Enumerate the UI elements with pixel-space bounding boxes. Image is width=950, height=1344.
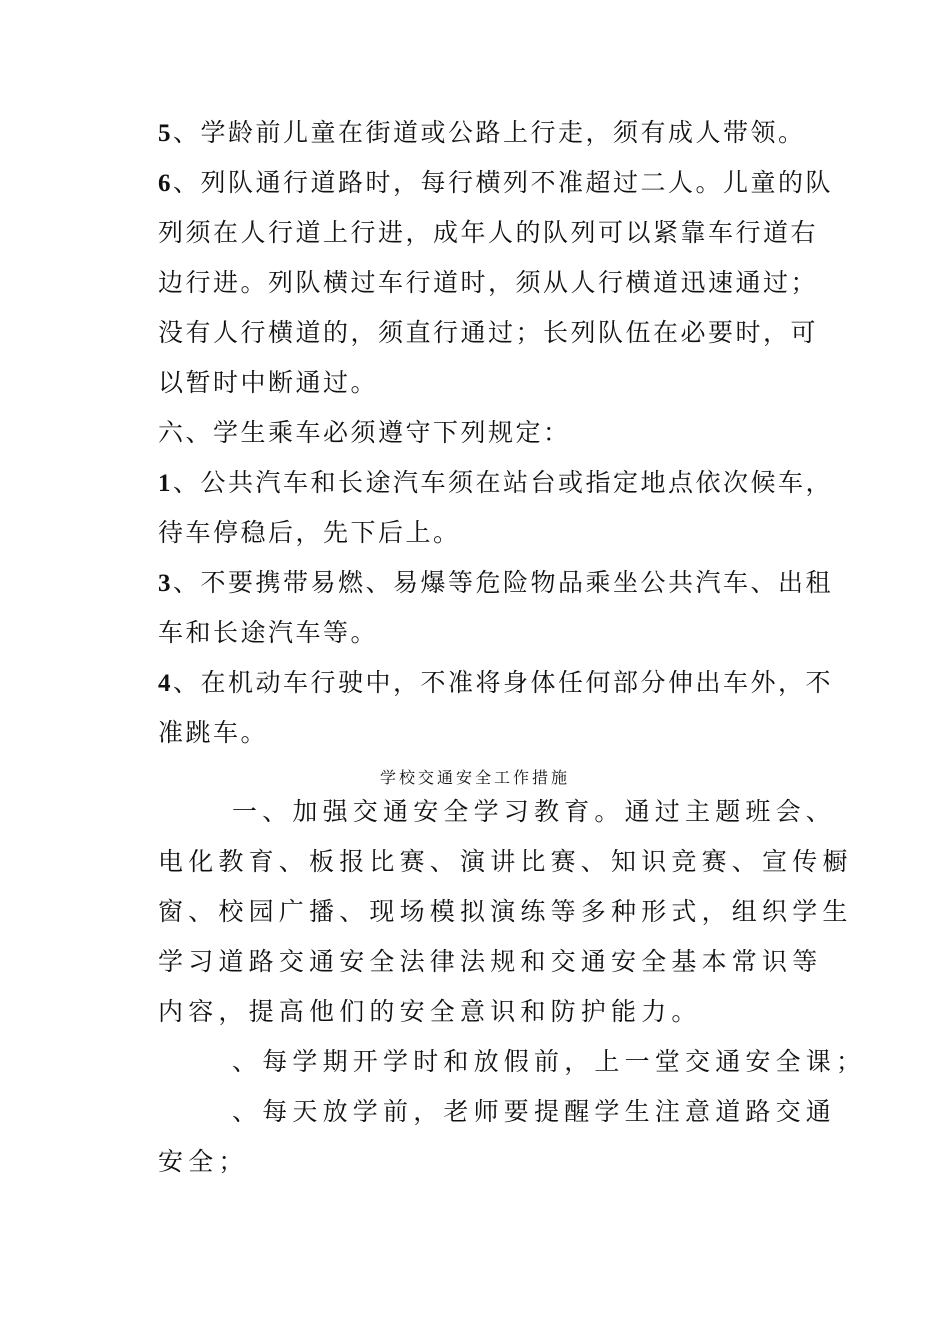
rule-text: 、学龄前儿童在街道或公路上行走，须有成人带领。 [173, 118, 806, 147]
rule-text: 、列队通行道路时，每行横列不准超过二人。儿童的队 [173, 168, 834, 197]
rule-number: 3 [158, 570, 173, 597]
rule-line [158, 318, 818, 348]
measure-line: 、每天放学前，老师要提醒学生注意道路交通 [232, 1097, 837, 1126]
measure-line: 安全； [158, 1147, 249, 1176]
rule-text: 待车停稳后，先下后上。 [158, 518, 461, 547]
rule-number: 5 [158, 120, 173, 147]
rule-text: 、在机动车行驶中，不准将身体任何部分伸出车外，不 [173, 668, 834, 697]
heading-text: 六、学生乘车必须遵守下列规定： [158, 418, 571, 447]
section-title: 学校交通安全工作措施 [379, 768, 570, 787]
rule-number: 4 [158, 670, 173, 697]
rule-text: 车和长途汽车等。 [158, 618, 379, 647]
measure-line: 、每学期开学时和放假前，上一堂交通安全课； [232, 1047, 867, 1076]
rule-text: 边行进。列队横过车行道时，须从人行横道迅速通过； [158, 268, 819, 297]
rule-line [158, 168, 833, 199]
rule-text: 准跳车。 [158, 718, 269, 747]
rule-line [158, 618, 378, 648]
measure-line: 学习道路交通安全法律法规和交通安全基本常识等 [158, 947, 823, 976]
measure-line: 内容，提高他们的安全意识和防护能力。 [158, 997, 702, 1026]
rule-number: 1 [158, 470, 173, 497]
rule-line [158, 218, 818, 248]
rule-number: 6 [158, 170, 173, 197]
rule-line [158, 668, 833, 699]
rule-text: 列须在人行道上行进，成年人的队列可以紧靠车行道右 [158, 218, 819, 247]
rule-line [158, 518, 461, 548]
rule-text: 没有人行横道的，须直行通过；长列队伍在必要时，可 [158, 318, 819, 347]
measure-line: 一、加强交通安全学习教育。通过主题班会、 [232, 797, 837, 826]
rule-line [158, 368, 378, 398]
rule-line [158, 468, 833, 499]
measure-line: 窗、校园广播、现场模拟演练等多种形式，组织学生 [158, 897, 853, 926]
rule-text: 以暂时中断通过。 [158, 368, 379, 397]
rule-text: 、公共汽车和长途汽车须在站台或指定地点依次候车， [173, 468, 834, 497]
rule-line [158, 268, 818, 298]
rule-line [158, 568, 833, 599]
rule-line [158, 718, 268, 748]
rule-line [158, 118, 806, 149]
rule-text: 、不要携带易燃、易爆等危险物品乘坐公共汽车、出租 [173, 568, 834, 597]
measure-line: 电化教育、板报比赛、演讲比赛、知识竞赛、宣传橱 [158, 847, 853, 876]
section-heading [158, 418, 571, 448]
